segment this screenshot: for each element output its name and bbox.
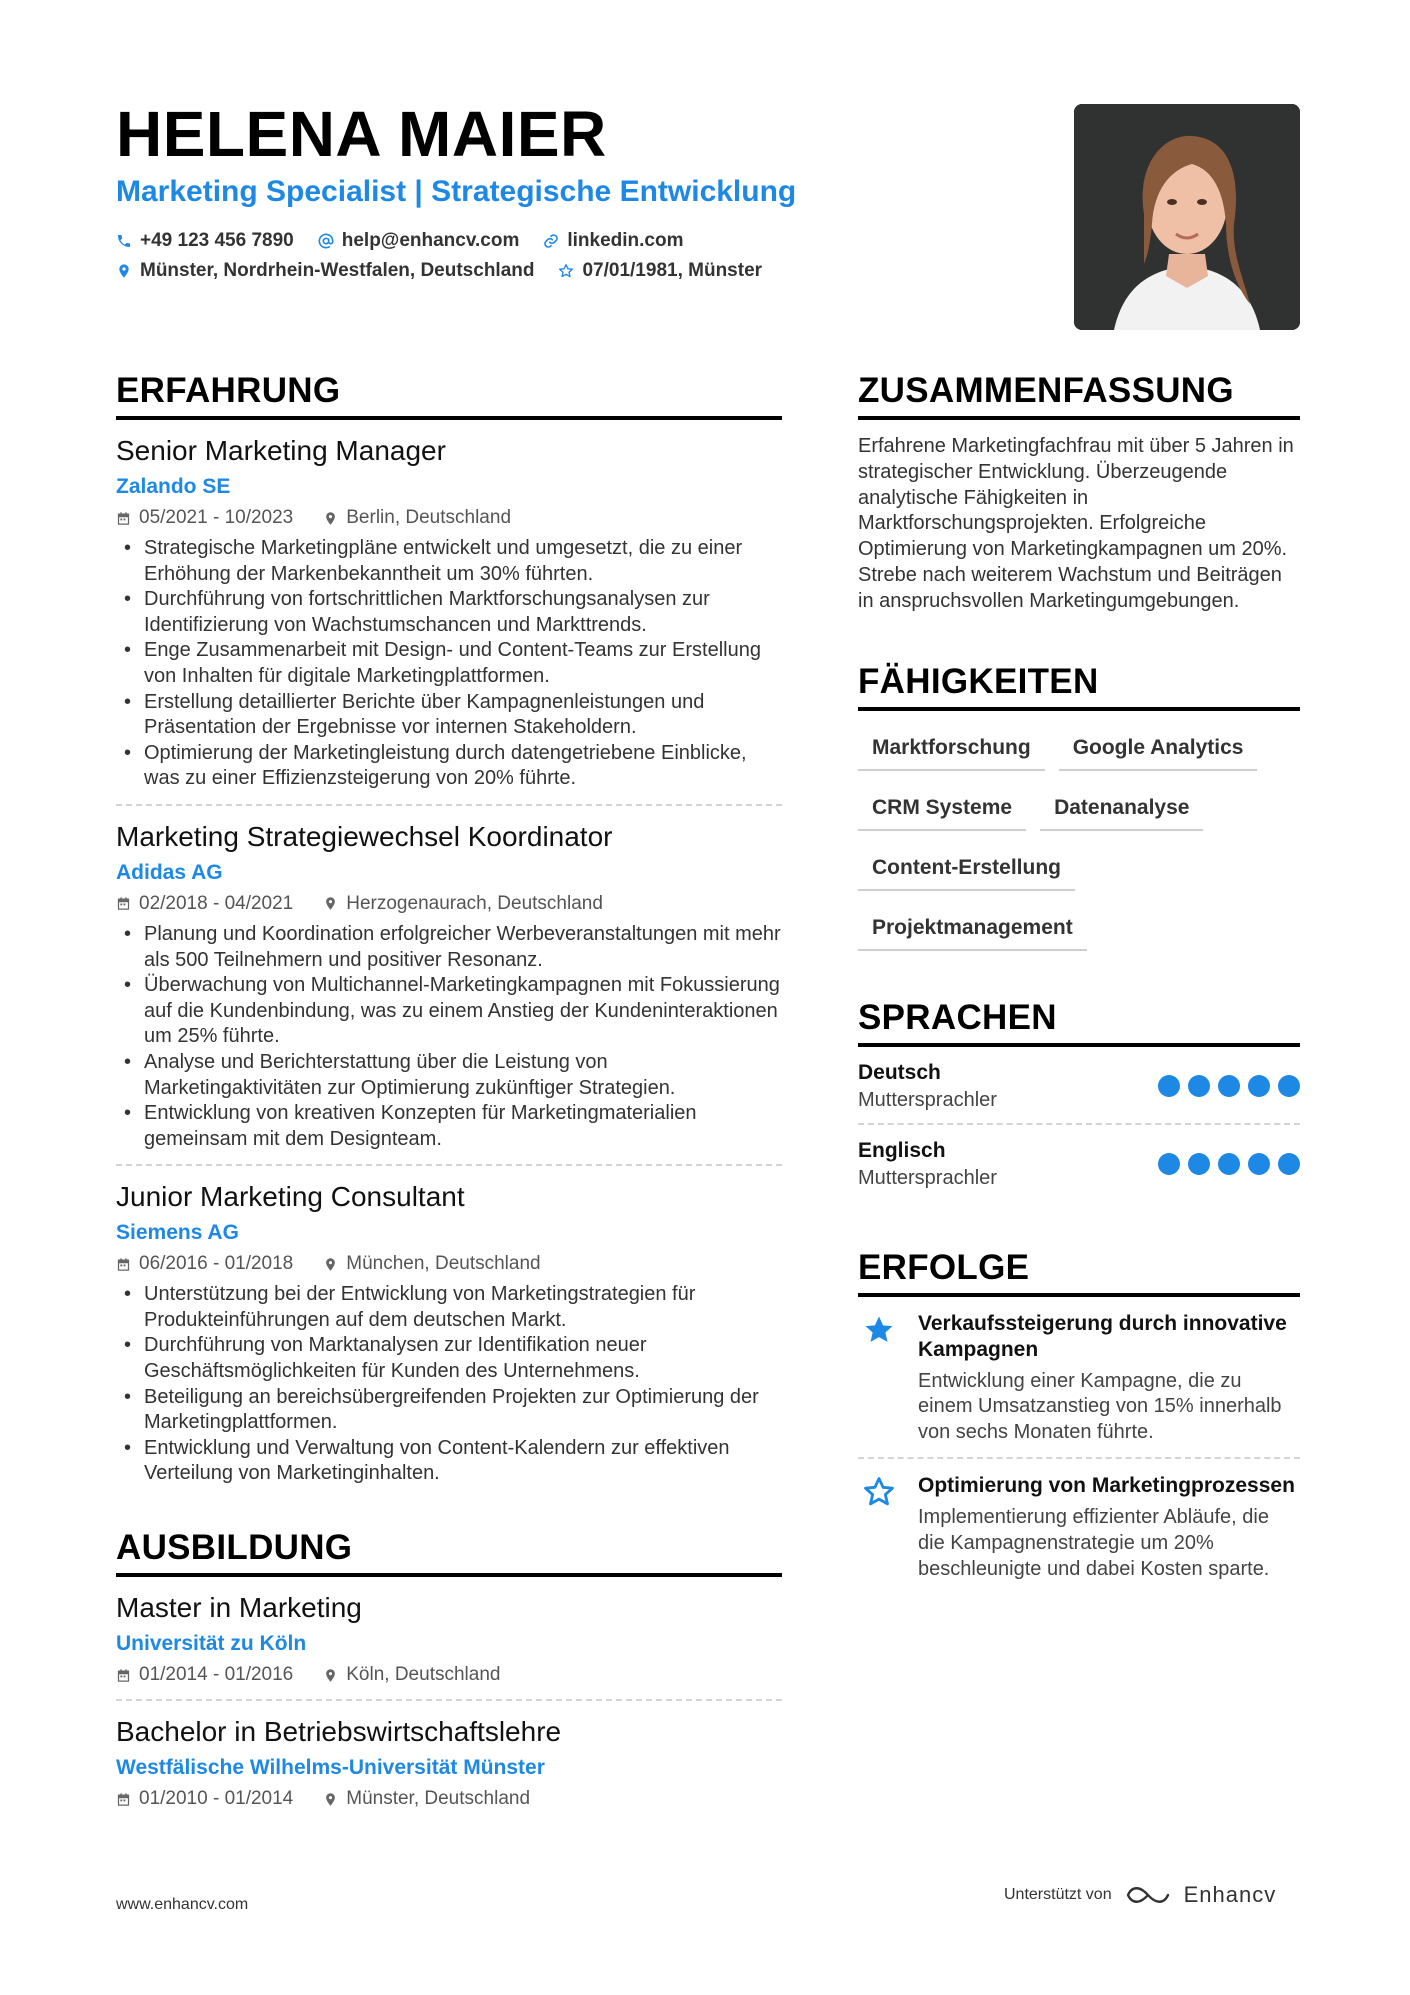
skills-heading: FÄHIGKEITEN: [858, 661, 1300, 711]
language-name: Englisch: [858, 1138, 946, 1162]
job-dates: 05/2021 - 10/2023: [139, 507, 294, 528]
job-meta: [116, 890, 782, 918]
job-dates: 06/2016 - 01/2018: [139, 1253, 294, 1275]
education-meta: [116, 1785, 782, 1813]
experience-list: [116, 420, 782, 1499]
rating-dot: [1158, 1075, 1180, 1097]
skills-list: [858, 725, 1300, 951]
bullet-item: • Strategische Marketingpläne entwickelt und umgesetzt, die zu einer Erhöhung der Markenbekanntheit um 30% führten.: [116, 536, 782, 587]
job-meta: [116, 1250, 782, 1278]
profile-photo: [1074, 104, 1300, 330]
summary-text: Erfahrene Marketingfachfrau mit über 5 Jahren in strategischer Entwicklung. Überzeugende analytische Fähigkeiten in Marktforschungsprojekten. Erfolgreiche Optimierung von Marketingkampagnen um 20%. Strebe nach weiterem Wachstum und Beiträgen in anspruchsvollen Marketingumgebungen.: [858, 435, 1294, 612]
education-dates: 01/2010 - 01/2014: [139, 1788, 294, 1810]
calendar-icon: [116, 1257, 131, 1272]
degree-title: Master in Marketing: [116, 1592, 362, 1624]
achievement-title: Optimierung von Marketingprozessen: [918, 1474, 1295, 1498]
location-pin-icon: [323, 1257, 338, 1272]
email-address[interactable]: help@enhancv.com: [341, 230, 520, 251]
footer-branding: [1004, 1882, 1276, 1908]
right-column: [858, 370, 1300, 1594]
skill-tag: Content-Erstellung: [858, 845, 1075, 891]
education-list: [116, 1577, 782, 1823]
calendar-icon: [116, 896, 131, 911]
degree-title: Bachelor in Betriebswirtschaftslehre: [116, 1716, 562, 1748]
bullet-item: • Erstellung detaillierter Berichte über Kampagnenleistungen und Präsentation der Ergebnisse vor internen Stakeholdern.: [116, 690, 782, 741]
location-contact: [116, 256, 534, 286]
experience-heading: ERFAHRUNG: [116, 370, 782, 420]
language-level: Muttersprachler: [858, 1088, 997, 1111]
job-bullets: [116, 536, 782, 792]
birth-contact: [558, 256, 762, 286]
company-name: Zalando SE: [116, 475, 231, 498]
rating-dot: [1278, 1153, 1300, 1175]
rating-dot: [1218, 1153, 1240, 1175]
email-contact[interactable]: [318, 226, 520, 256]
education-location: Köln, Deutschland: [346, 1664, 501, 1686]
location-text: Münster, Nordrhein-Westfalen, Deutschland: [140, 260, 535, 281]
bullet-item: • Entwicklung und Verwaltung von Content-Kalendern zur effektiven Verteilung von Marketinginhalten.: [116, 1436, 782, 1487]
bullet-item: • Enge Zusammenarbeit mit Design- und Content-Teams zur Erstellung von Inhalten für digitale Marketingplattformen.: [116, 638, 782, 689]
education-entry: [116, 1577, 782, 1701]
location-pin-icon: [323, 1668, 338, 1683]
language-rating: [1158, 1153, 1300, 1175]
job-title: Junior Marketing Consultant: [116, 1181, 465, 1213]
language-level: Muttersprachler: [858, 1166, 997, 1189]
rating-dot: [1248, 1075, 1270, 1097]
bullet-item: • Optimierung der Marketingleistung durch datengetriebene Einblicke, was zu einer Effizienzsteigerung von 20% führte.: [116, 741, 782, 792]
link-icon: [543, 233, 559, 249]
skill-tag: Datenanalyse: [1040, 785, 1203, 831]
job-meta: [116, 504, 782, 532]
education-dates: 01/2014 - 01/2016: [139, 1664, 294, 1686]
phone-number: +49 123 456 7890: [140, 230, 294, 251]
location-pin-icon: [323, 896, 338, 911]
school-name: Universität zu Köln: [116, 1632, 307, 1656]
company-name: Adidas AG: [116, 860, 223, 884]
languages-list: [858, 1047, 1300, 1201]
bullet-item: • Analyse und Berichterstattung über die Leistung von Marketingaktivitäten zur Optimierung zukünftiger Strategien.: [116, 1050, 782, 1101]
job-bullets: [116, 1282, 782, 1487]
bullet-item: • Entwicklung von kreativen Konzepten für Marketingmaterialien gemeinsam mit dem Designteam.: [116, 1101, 782, 1152]
achievement-entry: [858, 1459, 1300, 1594]
bullet-item: • Durchführung von Marktanalysen zur Identifikation neuer Geschäftsmöglichkeiten für Kunden des Unternehmens.: [116, 1333, 782, 1384]
job-dates: 02/2018 - 04/2021: [139, 892, 294, 914]
calendar-icon: [116, 1668, 131, 1683]
location-pin-icon: [323, 1792, 338, 1807]
job-title: Senior Marketing Manager: [116, 435, 446, 466]
birth-text: 07/01/1981, Münster: [582, 260, 763, 281]
language-name: Deutsch: [858, 1060, 941, 1084]
language-rating: [1158, 1075, 1300, 1097]
star-filled-icon: [862, 1313, 896, 1347]
education-location: Münster, Deutschland: [346, 1788, 531, 1810]
bullet-item: • Überwachung von Multichannel-Marketingkampagnen mit Fokussierung auf die Kundenbindung, was zu einem Anstieg der Kundeninteraktionen um 25% führte.: [116, 973, 782, 1050]
job-entry: [116, 1166, 782, 1499]
achievement-entry: [858, 1297, 1300, 1460]
summary-heading: ZUSAMMENFASSUNG: [858, 370, 1300, 420]
rating-dot: [1188, 1075, 1210, 1097]
education-heading: AUSBILDUNG: [116, 1527, 782, 1577]
skill-tag: Projektmanagement: [858, 905, 1087, 951]
left-column: [116, 370, 782, 1823]
headline: Marketing Specialist | Strategische Entwicklung: [116, 175, 797, 208]
bullet-item: • Durchführung von fortschrittlichen Marktforschungsanalysen zur Identifizierung von Wachstumschancen und Markttrends.: [116, 587, 782, 638]
job-location: Herzogenaurach, Deutschland: [346, 892, 603, 914]
job-title: Marketing Strategiewechsel Koordinator: [116, 820, 613, 852]
skill-tag: CRM Systeme: [858, 785, 1026, 831]
job-entry: [116, 806, 782, 1166]
education-entry: [116, 1701, 782, 1823]
job-entry: [116, 420, 782, 806]
location-pin-icon: [323, 511, 338, 526]
skill-tag: Marktforschung: [858, 725, 1045, 771]
achievement-title: Verkaufssteigerung durch innovative Kampagnen: [918, 1311, 1287, 1361]
job-bullets: [116, 922, 782, 1152]
rating-dot: [1278, 1075, 1300, 1097]
achievement-description: Entwicklung einer Kampagne, die zu einem Umsatzanstieg von 15% innerhalb von sechs Monaten führte.: [918, 1369, 1282, 1443]
school-name: Westfälische Wilhelms-Universität Münster: [116, 1756, 545, 1780]
footer-website[interactable]: www.enhancv.com: [116, 1896, 249, 1913]
achievements-list: [858, 1297, 1300, 1595]
header: [116, 96, 1056, 286]
language-entry: [858, 1125, 1300, 1201]
job-location: München, Deutschland: [346, 1253, 541, 1275]
star-outline-icon: [862, 1475, 896, 1509]
phone-contact: [116, 226, 294, 256]
linkedin-contact[interactable]: [543, 226, 683, 256]
calendar-icon: [116, 1792, 131, 1807]
bullet-item: • Planung und Koordination erfolgreicher Werbeveranstaltungen mit mehr als 500 Teilnehmern und positiver Resonanz.: [116, 922, 782, 973]
skill-tag: Google Analytics: [1059, 725, 1258, 771]
language-entry: [858, 1047, 1300, 1125]
linkedin-url[interactable]: linkedin.com: [567, 230, 684, 251]
location-pin-icon: [116, 263, 132, 279]
bullet-item: • Beteiligung an bereichsübergreifenden Projekten zur Optimierung der Marketingplattformen.: [116, 1385, 782, 1436]
star-outline-icon: [558, 263, 574, 279]
education-meta: [116, 1661, 782, 1689]
rating-dot: [1248, 1153, 1270, 1175]
rating-dot: [1158, 1153, 1180, 1175]
phone-icon: [116, 233, 132, 249]
rating-dot: [1188, 1153, 1210, 1175]
contact-info: [116, 226, 1056, 286]
enhancv-logo-icon: [1124, 1883, 1172, 1907]
calendar-icon: [116, 511, 131, 526]
powered-by-text: Unterstützt von: [1004, 1886, 1112, 1903]
brand-name: Enhancv: [1183, 1882, 1277, 1907]
at-icon: [318, 233, 334, 249]
languages-heading: SPRACHEN: [858, 997, 1300, 1047]
achievements-heading: ERFOLGE: [858, 1247, 1300, 1297]
candidate-name: HELENA MAIER: [116, 98, 607, 170]
rating-dot: [1218, 1075, 1240, 1097]
company-name: Siemens AG: [116, 1221, 239, 1245]
bullet-item: • Unterstützung bei der Entwicklung von Marketingstrategien für Produkteinführungen auf dem deutschen Markt.: [116, 1282, 782, 1333]
job-location: Berlin, Deutschland: [346, 507, 512, 528]
achievement-description: Implementierung effizienter Abläufe, die die Kampagnenstrategie um 20% beschleunigte und dabei Kosten sparte.: [918, 1506, 1270, 1580]
